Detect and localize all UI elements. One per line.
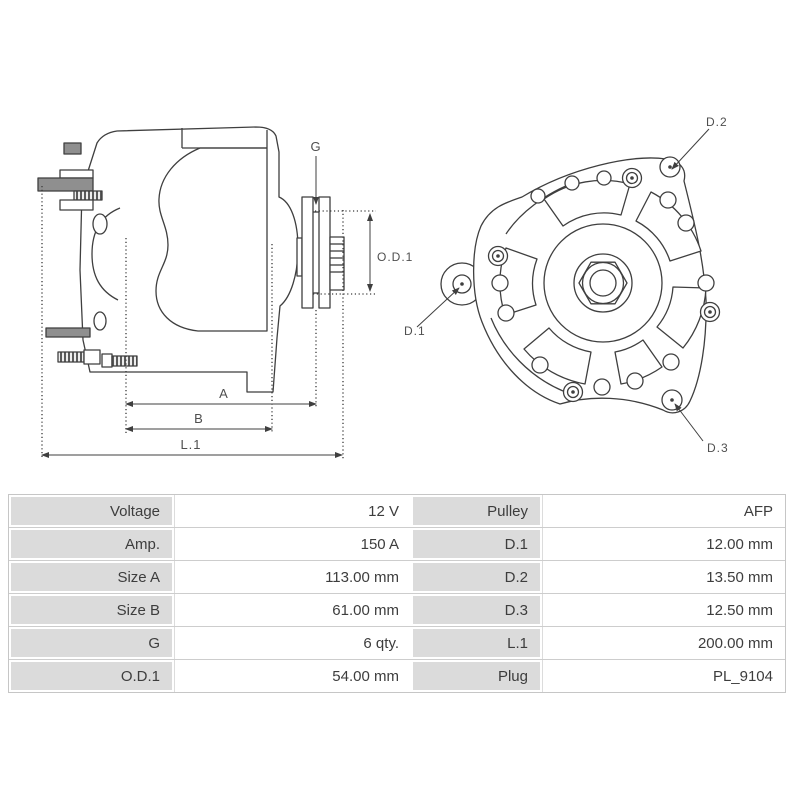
spec-value: 61.00 mm: [174, 594, 411, 626]
table-row: [9, 627, 785, 660]
spec-table: [8, 494, 786, 693]
spec-value: 6 qty.: [174, 627, 411, 659]
table-row: [9, 528, 785, 561]
spec-label: Plug: [411, 660, 542, 692]
stud-upper-bar: [38, 178, 93, 191]
spec-label: D.2: [411, 561, 542, 593]
pulley-plate-rear: [302, 197, 313, 308]
spec-value: 12 V: [174, 495, 411, 527]
spec-label: Pulley: [411, 495, 542, 527]
table-row: [9, 660, 785, 692]
label-od1: O.D.1: [377, 250, 414, 264]
label-a: A: [219, 386, 229, 401]
side-body-outline: [80, 127, 298, 392]
spec-value: 150 A: [174, 528, 411, 560]
side-view: [38, 127, 344, 392]
spec-label: D.3: [411, 594, 542, 626]
table-row: [9, 594, 785, 627]
front-view: [441, 157, 720, 413]
spec-value: 200.00 mm: [542, 627, 785, 659]
label-g: G: [310, 139, 322, 154]
spec-label: L.1: [411, 627, 542, 659]
shaft: [330, 237, 344, 290]
stud-bottom-thread: [112, 356, 137, 366]
label-d3: D.3: [707, 441, 729, 455]
spec-value: 54.00 mm: [174, 660, 411, 692]
pulley-plate-front: [319, 197, 330, 308]
bracket-lower-bar: [46, 328, 90, 337]
label-d1: D.1: [404, 324, 426, 338]
spec-label: Size A: [9, 561, 174, 593]
spec-label: D.1: [411, 528, 542, 560]
table-row: [9, 495, 785, 528]
spec-value: PL_9104: [542, 660, 785, 692]
spec-value: 12.50 mm: [542, 594, 785, 626]
spec-value: 12.00 mm: [542, 528, 785, 560]
spec-label: Size B: [9, 594, 174, 626]
label-b: B: [194, 411, 204, 426]
table-row: [9, 561, 785, 594]
spec-value: AFP: [542, 495, 785, 527]
label-d2: D.2: [706, 115, 728, 129]
spec-value: 113.00 mm: [174, 561, 411, 593]
spec-label: O.D.1: [9, 660, 174, 692]
spec-label: G: [9, 627, 174, 659]
spec-value: 13.50 mm: [542, 561, 785, 593]
stud-lower-thread: [58, 352, 84, 362]
hub: [544, 224, 662, 342]
stud-top: [64, 143, 81, 154]
stud-upper-thread: [74, 191, 102, 200]
spec-label: Voltage: [9, 495, 174, 527]
label-l1: L.1: [180, 437, 202, 452]
spec-label: Amp.: [9, 528, 174, 560]
